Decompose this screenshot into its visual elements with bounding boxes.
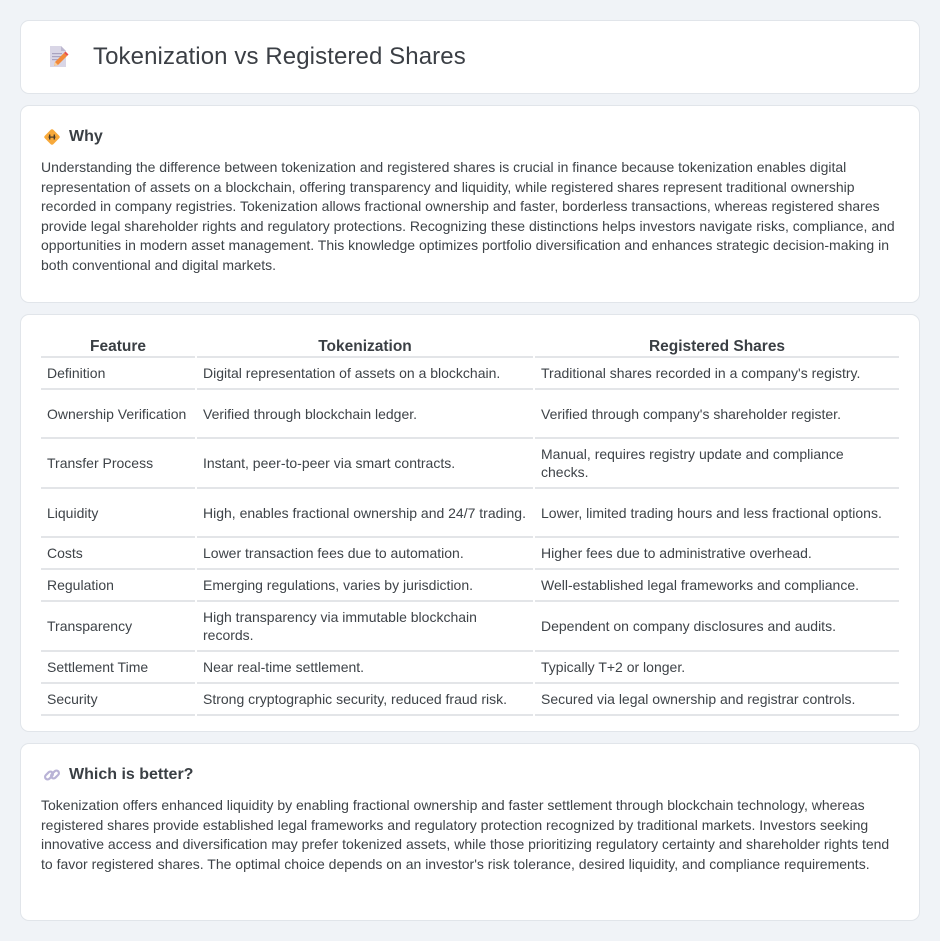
registered-shares-cell: Higher fees due to administrative overhead. [535, 538, 899, 570]
which-is-better-section [20, 743, 920, 921]
tokenization-cell: High, enables fractional ownership and 24/7 trading. [197, 489, 533, 538]
header-card [20, 20, 920, 94]
why-text: Understanding the difference between tokenization and registered shares is crucial in finance because tokenization enables digital representation of assets on a blockchain, offering transparency and liquidity, while registered shares represent traditional ownership recorded in company registries. Tokenization allows fractional ownership and faster, borderless transactions, whereas registered shares provide legal shareholder rights and regulatory protections. Recognizing these distinctions helps investors navigate risks, compliance, and opportunities in modern asset management. This knowledge optimizes portfolio diversification and enhances strategic decision-making in both conventional and digital markets. [41, 159, 895, 273]
registered-shares-cell: Traditional shares recorded in a company's registry. [535, 358, 899, 390]
tokenization-cell: High transparency via immutable blockchain records. [197, 602, 533, 652]
registered-shares-cell: Dependent on company disclosures and audits. [535, 602, 899, 652]
registered-shares-cell: Manual, requires registry update and compliance checks. [535, 439, 899, 489]
feature-cell: Settlement Time [41, 652, 195, 684]
table-row [41, 570, 899, 602]
registered-shares-cell: Secured via legal ownership and registrar controls. [535, 684, 899, 716]
feature-cell: Costs [41, 538, 195, 570]
why-heading-label: Why [69, 128, 103, 145]
which-is-better-heading-label: Which is better? [69, 766, 194, 783]
registered-shares-cell: Well-established legal frameworks and compliance. [535, 570, 899, 602]
feature-cell: Liquidity [41, 489, 195, 538]
table-row [41, 538, 899, 570]
tokenization-cell: Instant, peer-to-peer via smart contracts. [197, 439, 533, 489]
column-header-registered-shares: Registered Shares [535, 335, 899, 358]
why-section [20, 105, 920, 303]
table-row [41, 684, 899, 716]
table-row [41, 602, 899, 652]
registered-shares-cell: Verified through company's shareholder register. [535, 390, 899, 439]
which-is-better-text: Tokenization offers enhanced liquidity by enabling fractional ownership and faster settlement through blockchain technology, whereas registered shares provide established legal frameworks and regulatory protection recognized by traditional markets. Investors seeking innovative access and diversification may prefer tokenized assets, while those prioritizing regulatory certainty and shareholder rights tend to favor registered shares. The optimal choice depends on an investor's risk tolerance, desired liquidity, and compliance requirements. [41, 797, 890, 872]
table-row [41, 489, 899, 538]
table-row [41, 439, 899, 489]
column-header-feature: Feature [41, 335, 195, 358]
comparison-table-card [20, 314, 920, 732]
comparison-table [39, 335, 901, 716]
feature-cell: Definition [41, 358, 195, 390]
tokenization-cell: Emerging regulations, varies by jurisdiction. [197, 570, 533, 602]
table-header-row [41, 335, 899, 358]
feature-cell: Ownership Verification [41, 390, 195, 439]
diamond-warning-icon [43, 128, 61, 146]
column-header-tokenization: Tokenization [197, 335, 533, 358]
document-edit-icon [47, 45, 71, 69]
tokenization-cell: Lower transaction fees due to automation. [197, 538, 533, 570]
tokenization-cell: Strong cryptographic security, reduced fraud risk. [197, 684, 533, 716]
why-heading [41, 126, 899, 148]
page-title: Tokenization vs Registered Shares [93, 43, 466, 70]
registered-shares-cell: Lower, limited trading hours and less fractional options. [535, 489, 899, 538]
feature-cell: Transparency [41, 602, 195, 652]
table-row [41, 390, 899, 439]
link-icon [43, 766, 61, 784]
tokenization-cell: Near real-time settlement. [197, 652, 533, 684]
table-row [41, 358, 899, 390]
feature-cell: Security [41, 684, 195, 716]
tokenization-cell: Verified through blockchain ledger. [197, 390, 533, 439]
tokenization-cell: Digital representation of assets on a blockchain. [197, 358, 533, 390]
table-row [41, 652, 899, 684]
feature-cell: Transfer Process [41, 439, 195, 489]
registered-shares-cell: Typically T+2 or longer. [535, 652, 899, 684]
feature-cell: Regulation [41, 570, 195, 602]
which-is-better-heading [41, 764, 899, 786]
